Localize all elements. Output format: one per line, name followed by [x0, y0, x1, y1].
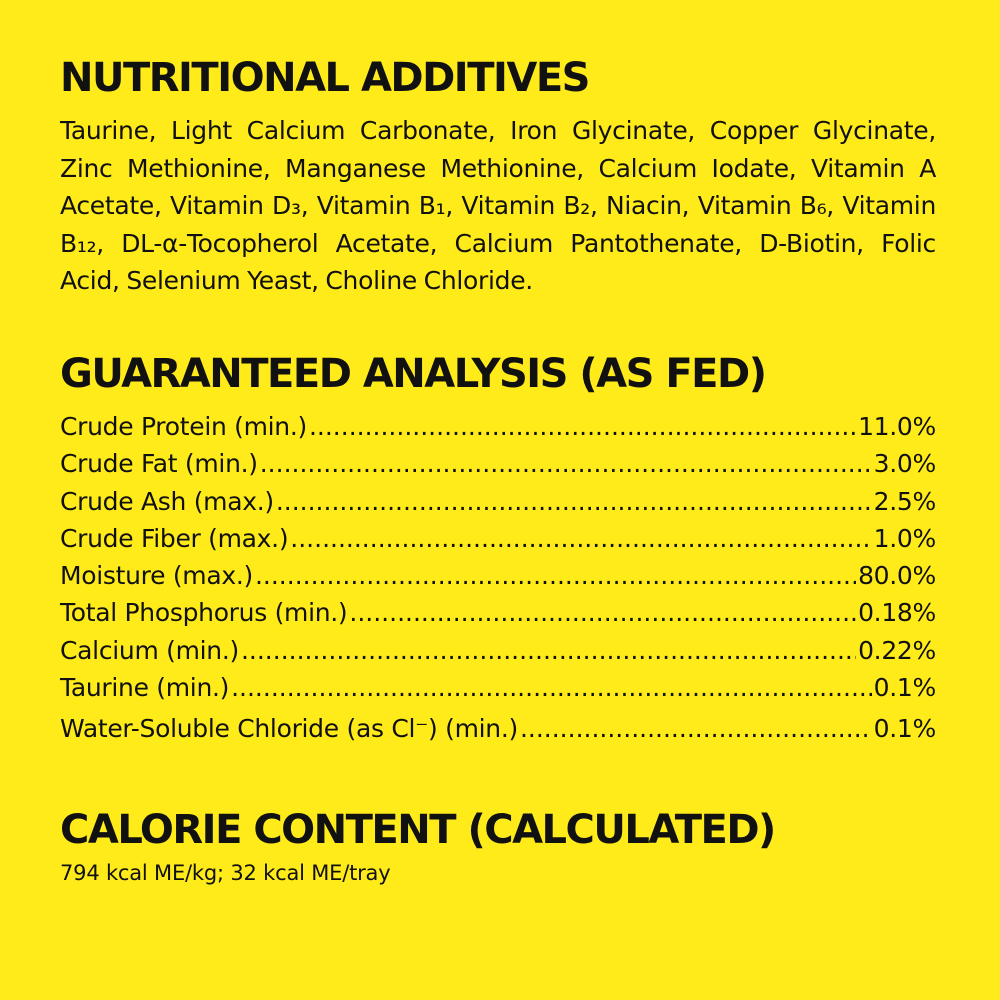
dot-leader [231, 669, 872, 706]
analysis-value: 1.0% [873, 523, 936, 553]
analysis-value: 11.0% [858, 411, 936, 441]
calorie-content-text: 794 kcal ME/kg; 32 kcal ME/tray [60, 860, 391, 885]
analysis-name: Crude Fiber (max.) [60, 523, 289, 553]
analysis-name: Taurine (min.) [60, 673, 230, 703]
label-panel [60, 0, 936, 888]
analysis-name: Crude Fat (min.) [60, 449, 258, 479]
analysis-row-moisture [60, 557, 936, 594]
analysis-value: 3.0% [873, 449, 936, 479]
dot-leader [309, 408, 856, 445]
analysis-row-taurine [60, 669, 936, 706]
dot-leader [241, 632, 856, 669]
nutritional-additives-text: Taurine, Light Calcium Carbonate, Iron Glycinate, Copper Glycinate, Zinc Methionine, Manganese Methionine, Calcium Iodate, Vitamin A Acetate, Vitamin D₃, Vitamin B₁, Vitamin B₂, Niacin, Vitamin B₆, Vitamin B₁₂, DL-α-Tocopherol Acetate, Calcium Pantothenate, D-Biotin, Folic Acid, Selenium Yeast, Choline Chloride. [60, 116, 936, 296]
dot-leader [255, 557, 856, 594]
calorie-content-section [60, 806, 936, 888]
analysis-row-calcium [60, 632, 936, 669]
analysis-row-crude-fat [60, 445, 936, 482]
dot-leader [349, 594, 856, 631]
dot-leader [520, 710, 872, 747]
analysis-name: Moisture (max.) [60, 561, 253, 591]
guaranteed-analysis-heading: GUARANTEED ANALYSIS (AS FED) [60, 350, 766, 397]
analysis-name: Crude Ash (max.) [60, 486, 274, 516]
analysis-name: Water-Soluble Chloride (as Cl⁻) (min.) [60, 714, 518, 744]
analysis-row-crude-ash [60, 483, 936, 520]
analysis-value: 0.18% [858, 598, 936, 628]
dot-leader [276, 483, 872, 520]
analysis-name: Calcium (min.) [60, 635, 239, 665]
analysis-value: 0.22% [858, 635, 936, 665]
analysis-value: 2.5% [873, 486, 936, 516]
analysis-row-total-phosphorus [60, 594, 936, 631]
calorie-content-heading: CALORIE CONTENT (CALCULATED) [60, 806, 775, 853]
dot-leader [290, 520, 871, 557]
analysis-row-water-soluble-chloride [60, 710, 936, 747]
nutritional-additives-section [60, 55, 936, 300]
dot-leader [260, 445, 872, 482]
analysis-value: 80.0% [858, 561, 936, 591]
guaranteed-analysis-list [60, 408, 936, 748]
analysis-name: Crude Protein (min.) [60, 411, 307, 441]
guaranteed-analysis-section [60, 350, 936, 748]
analysis-name: Total Phosphorus (min.) [60, 598, 348, 628]
nutritional-additives-heading: NUTRITIONAL ADDITIVES [60, 55, 589, 101]
analysis-row-crude-protein [60, 408, 936, 445]
analysis-value: 0.1% [873, 673, 936, 703]
analysis-row-crude-fiber [60, 520, 936, 557]
analysis-value: 0.1% [873, 714, 936, 744]
